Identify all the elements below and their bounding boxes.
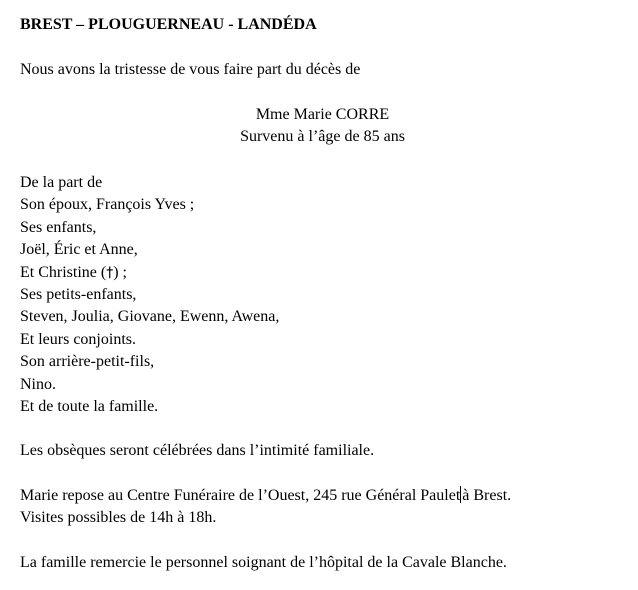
rest-text-before-cursor: Marie repose au Centre Funéraire de l’Ouest, 245 rue Général Paulet (20, 487, 461, 505)
christine-text: Et Christine ( (20, 263, 107, 281)
family-line: Et de toute la famille. (20, 398, 159, 416)
family-line: Son époux, François Yves ; (20, 196, 195, 214)
family-line: Joël, Éric et Anne, (20, 241, 138, 259)
deceased-block (20, 104, 625, 148)
family-heading: De la part de (20, 174, 103, 191)
rest-line-1 (20, 485, 625, 507)
family-line: Ses enfants, (20, 218, 97, 236)
obituary-document (20, 14, 625, 574)
rest-text-after-cursor: à Brest. (462, 487, 512, 505)
document-title: BREST – PLOUGUERNEAU - LANDÉDA (20, 16, 317, 33)
family-line: Nino. (20, 375, 56, 393)
christine-suffix: ) ; (113, 263, 127, 281)
visits-text: Visites possibles de 14h à 18h. (20, 509, 217, 527)
family-line: Ses petits-enfants, (20, 286, 137, 304)
family-line: Et leurs conjoints. (20, 330, 136, 348)
family-list (20, 172, 625, 418)
funeral-text: Les obsèques seront célébrées dans l’intimité familiale. (20, 442, 375, 460)
intro-text: Nous avons la tristesse de vous faire part du décès de (20, 61, 361, 78)
deceased-name: Mme Marie CORRE (255, 106, 390, 123)
family-line: Steven, Joulia, Giovane, Ewenn, Awena, (20, 308, 280, 326)
family-line: Son arrière-petit-fils, (20, 353, 155, 371)
deceased-age: Survenu à l’âge de 85 ans (240, 128, 405, 145)
thanks-text: La famille remercie le personnel soignant de l’hôpital de la Cavale Blanche. (20, 554, 507, 572)
family-line-christine (20, 262, 625, 284)
cross-icon: † (106, 264, 114, 281)
